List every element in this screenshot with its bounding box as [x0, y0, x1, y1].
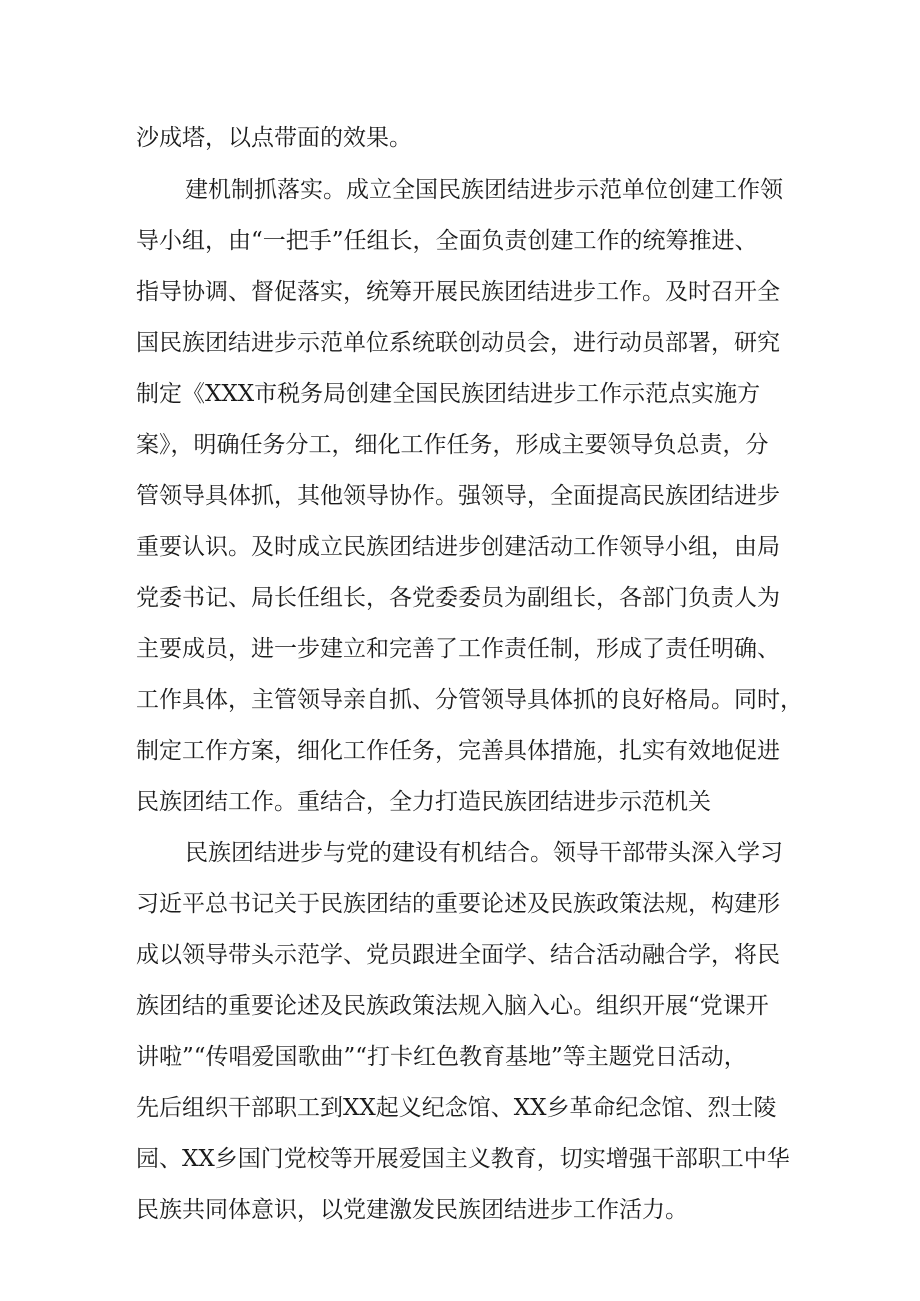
text-line: 民族团结进步与党的建设有机结合。领导干部带头深入学习	[185, 840, 783, 866]
text-line: 建机制抓落实。成立全国民族团结进步示范单位创建工作领	[185, 177, 783, 203]
text-line: 管领导具体抓，其他领导协作。强领导，全面提高民族团结进步	[136, 483, 780, 509]
text-line: 国民族团结进步示范单位系统联创动员会，进行动员部署，研究	[136, 330, 780, 356]
text-line: 讲啦”“传唱爱国歌曲”“打卡红色教育基地”等主题党日活动，	[136, 1044, 747, 1070]
text-line: 沙成塔，以点带面的效果。	[136, 125, 412, 151]
text-line: 习近平总书记关于民族团结的重要论述及民族政策法规，构建形	[136, 891, 780, 917]
text-line: 工作具体，主管领导亲自抓、分管领导具体抓的良好格局。同时，	[136, 687, 803, 713]
text-line: 园、XX乡国门党校等开展爱国主义教育，切实增强干部职工中华	[136, 1146, 790, 1172]
text-line: 民族共同体意识，以党建激发民族团结进步工作活力。	[136, 1197, 688, 1223]
text-line: 导小组，由“一把手”任组长，全面负责创建工作的统筹推进、	[136, 228, 758, 254]
text-line: 族团结的重要论述及民族政策法规入脑入心。组织开展“党课开	[136, 993, 769, 1019]
text-line: 指导协调、督促落实，统筹开展民族团结进步工作。及时召开全	[136, 279, 780, 305]
text-line: 民族团结工作。重结合，全力打造民族团结进步示范机关	[136, 789, 711, 815]
text-line: 制定《XXX市税务局创建全国民族团结进步工作示范点实施方	[136, 381, 761, 407]
text-line: 党委书记、局长任组长，各党委委员为副组长，各部门负责人为	[136, 585, 780, 611]
text-line: 先后组织干部职工到XX起义纪念馆、XX乡革命纪念馆、烈士陵	[136, 1095, 777, 1121]
text-line: 成以领导带头示范学、党员跟进全面学、结合活动融合学，将民	[136, 942, 780, 968]
text-line: 主要成员，进一步建立和完善了工作责任制，形成了责任明确、	[136, 636, 780, 662]
text-line: 重要认识。及时成立民族团结进步创建活动工作领导小组，由局	[136, 534, 780, 560]
text-line: 制定工作方案，细化工作任务，完善具体措施，扎实有效地促进	[136, 738, 780, 764]
text-line: 案》，明确任务分工，细化工作任务，形成主要领导负总责，分	[136, 432, 769, 458]
